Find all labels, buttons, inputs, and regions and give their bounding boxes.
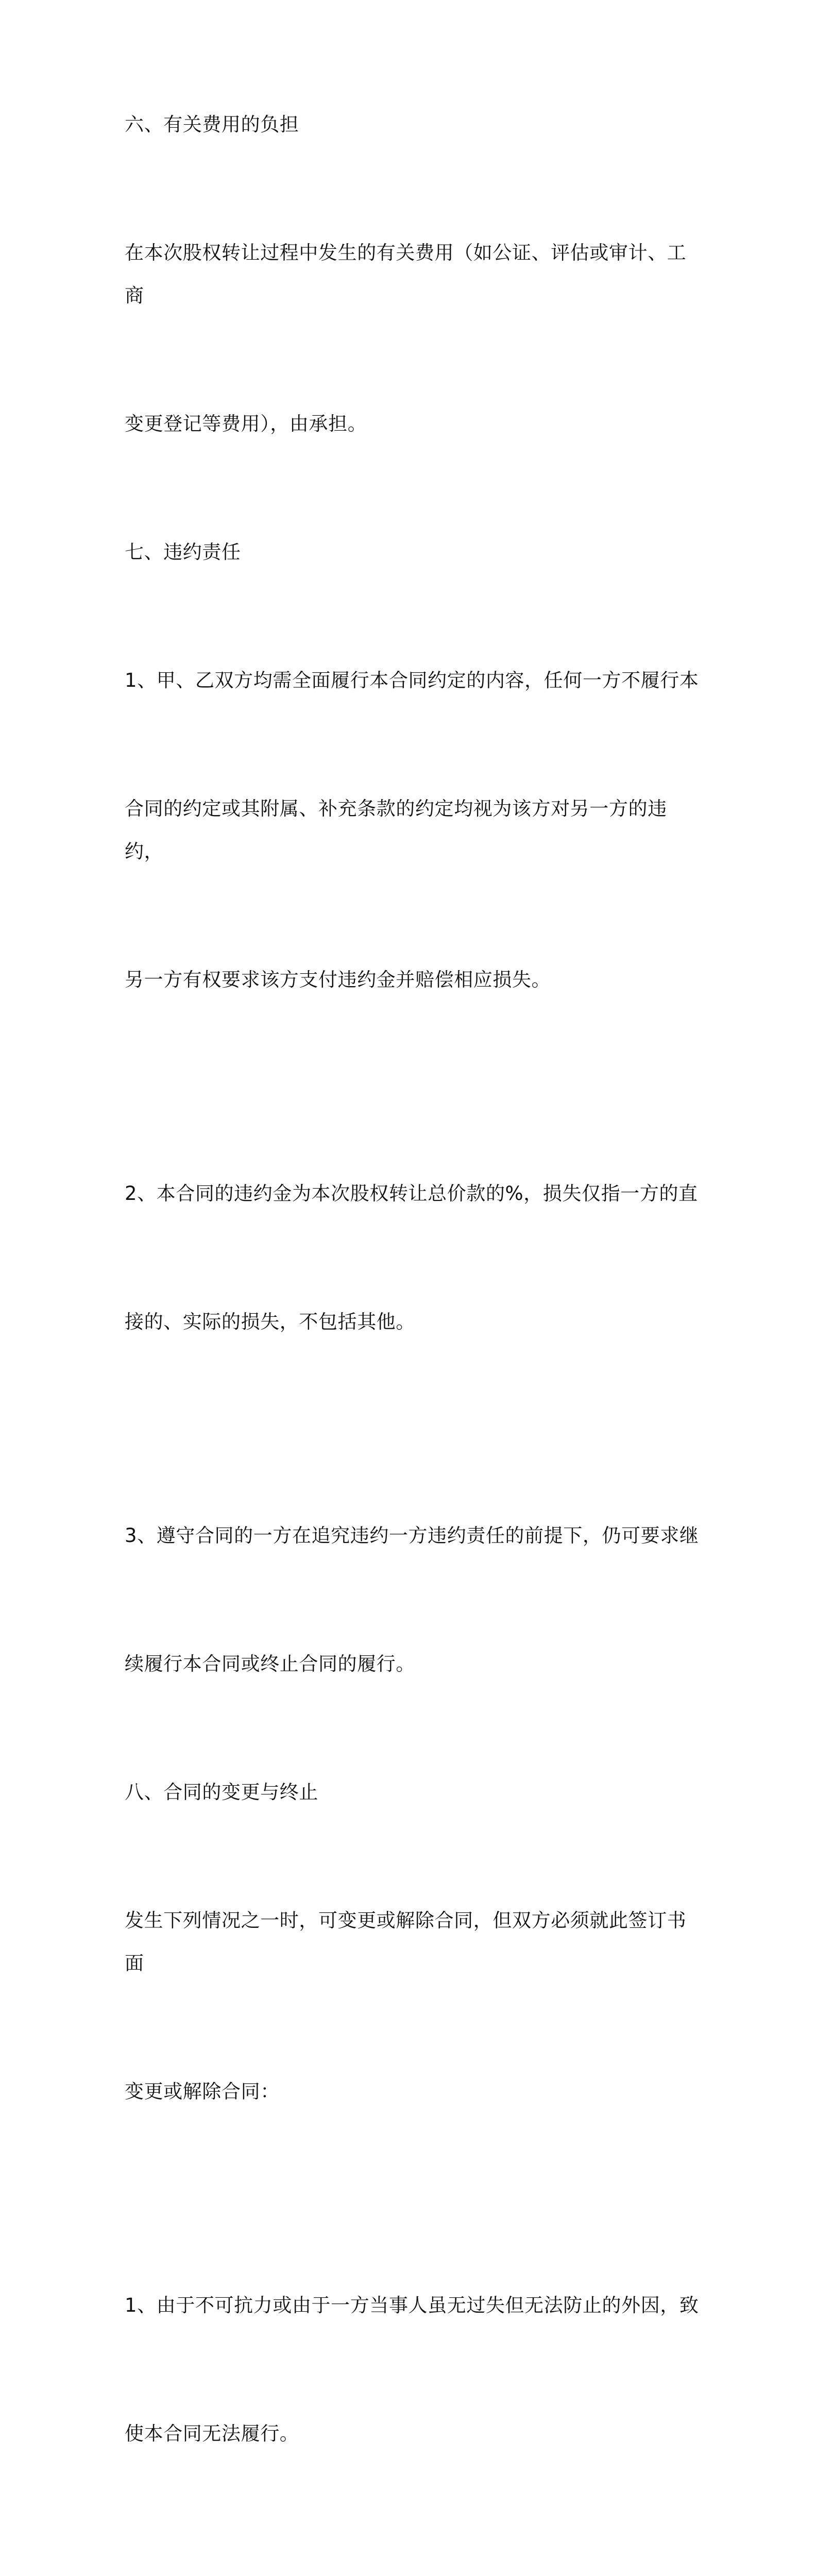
paragraph-change-2 — [125, 2540, 702, 2576]
section-heading-fees: 六、有关费用的负担 — [125, 113, 299, 135]
paragraph-change-intro — [125, 1814, 702, 2198]
text-line: 变更登记等费用），由承担。 — [125, 413, 367, 435]
section-heading-change-termination: 八、合同的变更与终止 — [125, 1781, 318, 1803]
paragraph-breach-2 — [125, 1087, 702, 1429]
text-line: 发生下列情况之一时，可变更或解除合同，但双方必须就此签订书面 — [125, 1909, 687, 1974]
text-line: 在本次股权转让过程中发生的有关费用（如公证、评估或审计、工商 — [125, 242, 687, 307]
text-line: 变更或解除合同： — [125, 2080, 280, 2103]
paragraph-fees — [125, 146, 702, 531]
text-line: 使本合同无法履行。 — [125, 2422, 299, 2445]
paragraph-breach-3 — [125, 1429, 702, 1771]
contract-body — [125, 103, 702, 2576]
paragraph-breach-1 — [125, 573, 702, 1087]
text-line: 3、遵守合同的一方在追究违约一方违约责任的前提下，仍可要求继 — [125, 1524, 699, 1547]
text-line: 接的、实际的损失，不包括其他。 — [125, 1311, 415, 1333]
text-line: 1、甲、乙双方均需全面履行本合同约定的内容，任何一方不履行本 — [125, 669, 699, 691]
text-line: 另一方有权要求该方支付违约金并赔偿相应损失。 — [125, 969, 551, 991]
text-line: 合同的约定或其附属、补充条款的约定均视为该方对另一方的违约， — [125, 798, 667, 862]
section-heading-breach: 七、违约责任 — [125, 541, 241, 563]
paragraph-change-1 — [125, 2198, 702, 2540]
text-line: 1、由于不可抗力或由于一方当事人虽无过失但无法防止的外因，致 — [125, 2294, 699, 2316]
text-line: 续履行本合同或终止合同的履行。 — [125, 1653, 415, 1675]
text-line: 2、本合同的违约金为本次股权转让总价款的%，损失仅指一方的直 — [125, 1182, 698, 1205]
